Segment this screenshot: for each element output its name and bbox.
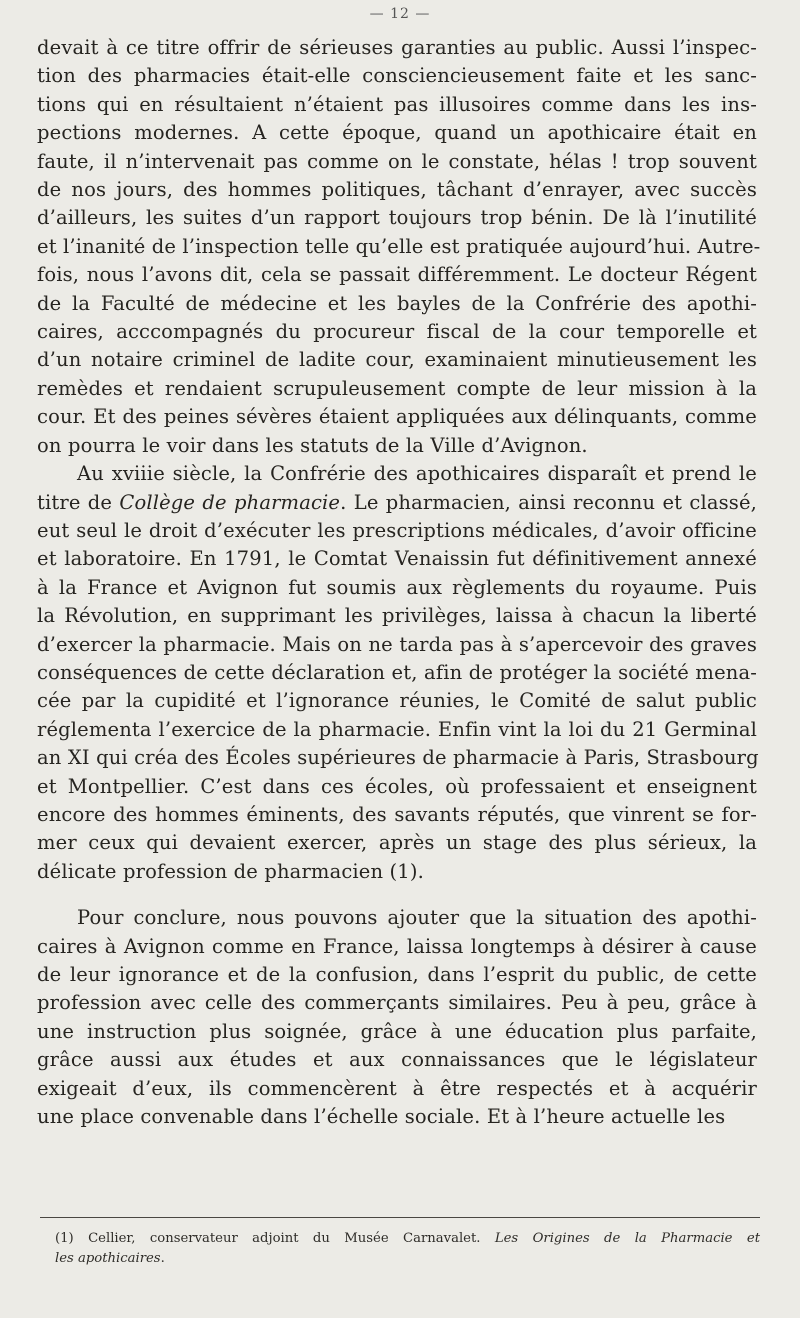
footnote-text: Cellier, conservateur adjoint du Musée Carnavalet. [73,1231,495,1246]
text-line: réglementa l’exercice de la pharmacie. Enfin vint la loi du 21 Germinal [37,717,757,741]
text-line: à la France et Avignon fut soumis aux règlements du royaume. Puis [37,575,757,599]
text-line: fois, nous l’avons dit, cela se passait différemment. Le docteur Régent [37,263,757,287]
text-line: faute, il n’intervenait pas comme on le constate, hélas ! trop souvent [37,149,757,173]
text-line: remèdes et rendaient scrupuleusement compte de leur mission à la [37,376,757,400]
text-line: caires, acccompagnés du procureur fiscal de la cour temporelle et [37,320,757,344]
text-line: une place convenable dans l’échelle sociale. Et à l’heure actuelle les [37,1105,726,1129]
text-line: cour. Et des peines sévères étaient appliquées aux délinquants, comme [37,405,757,429]
paragraph-gap [37,886,757,904]
text-line: an XI qui créa des Écoles supérieures de pharmacie à Paris, Strasbourg [37,746,759,770]
footnote-end: . [160,1251,165,1266]
text-line: d’ailleurs, les suites d’un rapport toujours trop bénin. De là l’inutilité [37,206,757,230]
text-line: et Montpellier. C’est dans ces écoles, où professaient et enseignent [37,774,757,798]
footnote [55,1229,760,1269]
text-line: et laboratoire. En 1791, le Comtat Venaissin fut définitivement annexé [37,547,757,571]
text-line: devait à ce titre offrir de sérieuses garanties au public. Aussi l’inspec- [37,36,757,59]
footnote-title-part-1: Les Origines de la Pharmacie et [494,1231,760,1246]
text-line: une instruction plus soignée, grâce à une éducation plus parfaite, [37,1019,757,1043]
footnote-divider [40,1217,760,1218]
title-prefix: titre de [37,490,120,514]
footnote-title-part-2: les apothicaires [55,1251,161,1266]
text-line: exigeait d’eux, ils commencèrent à être respectés et à acquérir [37,1076,757,1100]
text-line: profession avec celle des commerçants similaires. Peu à peu, grâce à [37,991,757,1015]
text-line: encore des hommes éminents, des savants réputés, que vinrent se for- [37,802,757,826]
footnote-marker: (1) [55,1231,74,1246]
text-line: de leur ignorance et de la confusion, dans l’esprit du public, de cette [37,963,757,986]
text-line: d’un notaire criminel de ladite cour, examinaient minutieusement les [37,348,757,372]
body-text [37,34,761,1131]
text-line: de nos jours, des hommes politiques, tâchant d’enrayer, avec succès [37,178,757,202]
page-number: — 12 — [369,6,431,22]
text-line: la Révolution, en supprimant les privilèges, laissa à chacun la liberté [37,604,757,628]
text-line: Pour conclure, nous pouvons ajouter que la situation des apothi- [77,906,757,930]
text-line: délicate profession de pharmacien (1). [37,859,424,883]
text-line: on pourra le voir dans les statuts de la Ville d’Avignon. [37,433,588,457]
paragraph-2 [37,460,757,886]
footnote-line-1 [55,1229,760,1249]
title-suffix: . Le pharmacien, ainsi reconnu et classé, [340,490,757,514]
paragraph-3 [37,904,757,1131]
text-line: caires à Avignon comme en France, laissa longtemps à désirer à cause [37,934,757,958]
text-line: d’exercer la pharmacie. Mais on ne tarda pas à s’apercevoir des graves [37,632,757,656]
text-line: mer ceux qui devaient exercer, après un stage des plus sérieux, la [37,831,757,855]
paragraph-2-rest [37,517,757,886]
footnote-line-2 [55,1249,760,1269]
text-line: tion des pharmacies était-elle consciencieusement faite et les sanc- [37,64,757,88]
paragraph-2-line-2 [37,489,757,517]
text-line: eut seul le droit d’exécuter les prescriptions médicales, d’avoir officine [37,518,757,542]
text-line: grâce aussi aux études et aux connaissances que le législateur [37,1048,757,1072]
paragraph-2-line-1: Au xviiie siècle, la Confrérie des apothicaires disparaît et prend le [77,462,757,486]
text-line: cée par la cupidité et l’ignorance réunies, le Comité de salut public [37,689,757,713]
paragraph-1 [37,34,761,460]
text-line: et l’inanité de l’inspection telle qu’elle est pratiquée aujourd’hui. Autre- [37,234,761,258]
college-title: Collège de pharmacie [119,490,341,514]
text-line: conséquences de cette déclaration et, afin de protéger la société mena- [37,660,757,684]
text-line: tions qui en résultaient n’étaient pas illusoires comme dans les ins- [37,92,757,116]
text-line: de la Faculté de médecine et les bayles de la Confrérie des apothi- [37,291,757,315]
text-line: pections modernes. A cette époque, quand un apothicaire était en [37,121,757,145]
